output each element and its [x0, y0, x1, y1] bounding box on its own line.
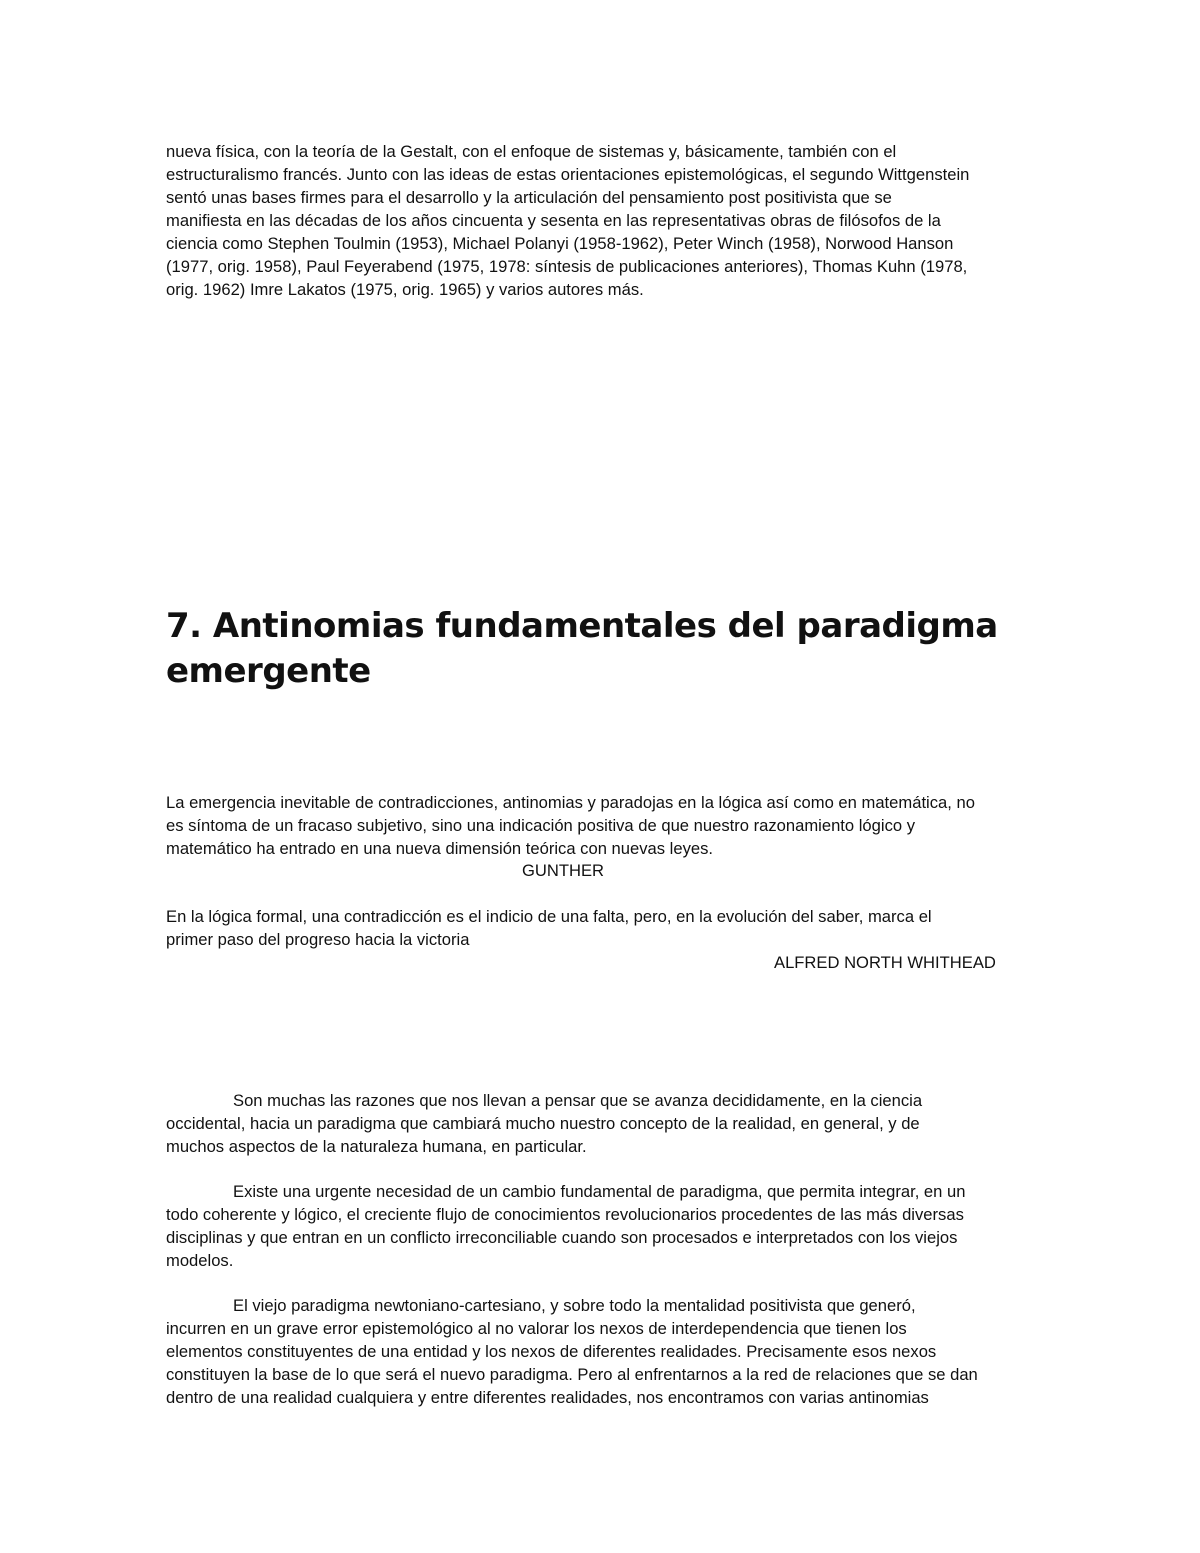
text-line-content: Son muchas las razones que nos llevan a pensar que se avanza decididamente, en la ciencia	[233, 1091, 923, 1110]
text-line: constituyen la base de lo que será el nuevo paradigma. Pero al enfrentarnos a la red de relaciones que se dan	[166, 1365, 978, 1384]
text-line	[166, 1180, 1038, 1203]
text-line: En la lógica formal, una contradicción es el indicio de una falta, pero, en la evolución del saber, marca el	[166, 907, 932, 926]
text-line: nueva física, con la teoría de la Gestalt, con el enfoque de sistemas y, básicamente, también con el	[166, 142, 897, 161]
text-line: es síntoma de un fracaso subjetivo, sino una indicación positiva de que nuestro razonamiento lógico y	[166, 816, 916, 835]
text-line	[166, 1294, 1038, 1317]
heading-line: emergente	[166, 651, 371, 691]
epigraph-quote	[166, 791, 1038, 860]
section-heading	[166, 604, 1066, 694]
epigraph-quote	[166, 905, 1038, 951]
text-line: muchos aspectos de la naturaleza humana, en particular.	[166, 1137, 587, 1156]
text-line: estructuralismo francés. Junto con las ideas de estas orientaciones epistemológicas, el segundo Wittgenstein	[166, 165, 970, 184]
body-paragraph	[166, 1180, 1038, 1272]
body-paragraph	[166, 1294, 1038, 1409]
epigraph-author: ALFRED NORTH WHITHEAD	[774, 953, 996, 972]
text-line: orig. 1962) Imre Lakatos (1975, orig. 1965) y varios autores más.	[166, 280, 644, 299]
text-line: elementos constituyentes de una entidad y los nexos de diferentes realidades. Precisamente esos nexos	[166, 1342, 937, 1361]
text-line: (1977, orig. 1958), Paul Feyerabend (1975, 1978: síntesis de publicaciones anteriores), Thomas Kuhn (1978,	[166, 257, 968, 276]
text-line: sentó unas bases firmes para el desarrollo y la articulación del pensamiento post positivista que se	[166, 188, 892, 207]
text-line: La emergencia inevitable de contradicciones, antinomias y paradojas en la lógica así como en matemática, no	[166, 793, 975, 812]
text-line: manifiesta en las décadas de los años cincuenta y sesenta en las representativas obras de filósofos de la	[166, 211, 941, 230]
text-line	[166, 1089, 1038, 1112]
text-line: occidental, hacia un paradigma que cambiará mucho nuestro concepto de la realidad, en general, y de	[166, 1114, 920, 1133]
text-line: matemático ha entrado en una nueva dimensión teórica con nuevas leyes.	[166, 839, 714, 858]
text-line: modelos.	[166, 1251, 234, 1270]
heading-line: 7. Antinomias fundamentales del paradigma	[166, 606, 998, 646]
text-line: todo coherente y lógico, el creciente flujo de conocimientos revolucionarios procedentes de las más diversas	[166, 1205, 964, 1224]
text-line-content: Existe una urgente necesidad de un cambio fundamental de paradigma, que permita integrar, en un	[233, 1182, 966, 1201]
epigraph-author: GUNTHER	[522, 861, 605, 880]
text-line-content: El viejo paradigma newtoniano-cartesiano, y sobre todo la mentalidad positivista que generó,	[233, 1296, 916, 1315]
text-line: ciencia como Stephen Toulmin (1953), Michael Polanyi (1958-1962), Peter Winch (1958), Norwood Hanson	[166, 234, 954, 253]
text-line: dentro de una realidad cualquiera y entre diferentes realidades, nos encontramos con varias antinomias	[166, 1388, 929, 1407]
text-line: primer paso del progreso hacia la victoria	[166, 930, 470, 949]
text-line: disciplinas y que entran en un conflicto irreconciliable cuando son procesados e interpretados con los viejos	[166, 1228, 958, 1247]
text-line: incurren en un grave error epistemológico al no valorar los nexos de interdependencia que tienen los	[166, 1319, 907, 1338]
body-paragraph	[166, 1089, 1038, 1158]
intro-paragraph	[166, 140, 1038, 301]
